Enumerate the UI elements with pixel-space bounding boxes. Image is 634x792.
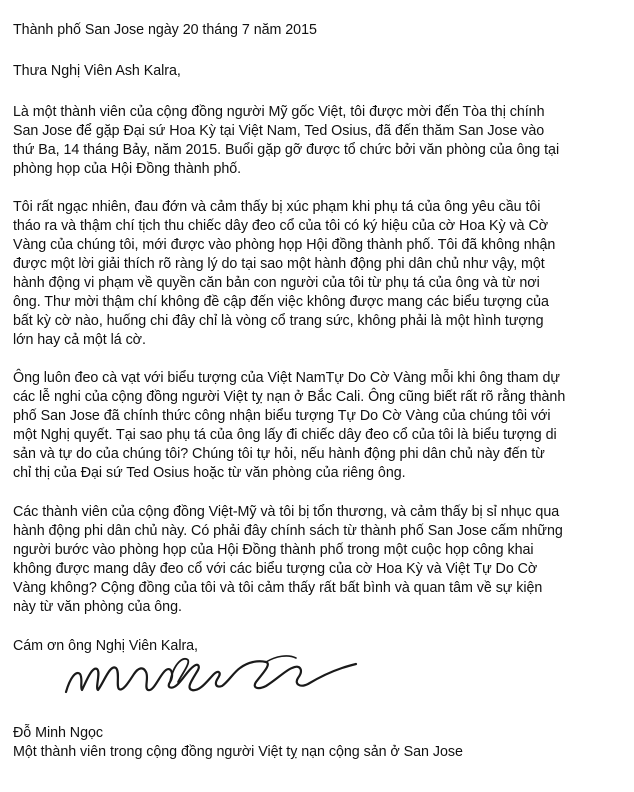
paragraph-line: phố San Jose đã chính thức công nhận biểu tượng Tự Do Cờ Vàng của chúng tôi với	[13, 408, 551, 424]
paragraph-line: không được mang dây đeo cổ với các biểu tượng của cờ Hoa Kỳ và Việt Tự Do Cờ	[13, 561, 538, 577]
signer-name: Đỗ Minh Ngọc	[13, 725, 103, 741]
paragraph-line: tháo ra và thậm chí tịch thu chiếc dây đeo cổ của tôi có ký hiệu của cờ Hoa Kỳ và Cờ	[13, 218, 549, 234]
paragraph-line: các lễ nghi của cộng đồng người Việt tỵ nạn ở Bắc Cali. Ông cũng biết rất rõ rằng thành	[13, 389, 566, 405]
paragraph-line: Ông luôn đeo cà vạt với biểu tượng của Việt NamTự Do Cờ Vàng mỗi khi ông tham dự	[13, 370, 560, 386]
handwritten-signature	[62, 652, 362, 704]
paragraph-line: San Jose để gặp Đại sứ Hoa Kỳ tại Việt Nam, Ted Osius, đã đến thăm San Jose vào	[13, 123, 545, 139]
paragraph-line: thứ Ba, 14 tháng Bảy, năm 2015. Buổi gặp gỡ được tổ chức bởi văn phòng của ông tại	[13, 142, 560, 158]
paragraph-line: này từ văn phòng của ông.	[13, 599, 182, 615]
salutation: Thưa Nghị Viên Ash Kalra,	[13, 63, 181, 79]
paragraph-line: Vàng không? Cộng đồng của tôi và tôi cảm thấy rất bất bình và quan tâm về sự kiện	[13, 580, 543, 596]
paragraph-line: ông. Thư mời thậm chí không đề cập đến việc không được mang các biểu tượng của	[13, 294, 549, 310]
paragraph-line: Vàng của chúng tôi, mới được vào phòng họp Hội đồng thành phố. Tôi đã không nhận	[13, 237, 556, 253]
signer-title: Một thành viên trong cộng đồng người Việt tỵ nạn cộng sản ở San Jose	[13, 744, 463, 760]
paragraph-line: được một lời giải thích rõ ràng lý do tại sao một hành động phi dân chủ như vậy, một	[13, 256, 545, 272]
paragraph-line: bất kỳ cờ nào, huống chi đây chỉ là vòng cổ trang sức, không phải là một hình tượng	[13, 313, 544, 329]
paragraph-line: Là một thành viên của cộng đồng người Mỹ gốc Việt, tôi được mời đến Tòa thị chính	[13, 104, 545, 120]
date-line: Thành phố San Jose ngày 20 tháng 7 năm 2015	[13, 22, 317, 38]
paragraph-line: Các thành viên của cộng đồng Việt-Mỹ và tôi bị tổn thương, và cảm thấy bị sỉ nhục qua	[13, 504, 560, 520]
paragraph-line: một Nghị quyết. Tại sao phụ tá của ông lấy đi chiếc dây đeo cổ của tôi là biểu tượng di	[13, 427, 557, 443]
paragraph-line: chỉ thị của Đại sứ Ted Osius hoặc từ văn phòng của riêng ông.	[13, 465, 406, 481]
paragraph-line: người bước vào phòng họp của Hội Đồng thành phố trong một cuộc họp công khai	[13, 542, 534, 558]
paragraph-line: Tôi rất ngạc nhiên, đau đớn và cảm thấy bị xúc phạm khi phụ tá của ông yêu cầu tôi	[13, 199, 541, 215]
paragraph-line: lớn hay cả một lá cờ.	[13, 332, 146, 348]
paragraph-line: sản và tự do của chúng tôi? Chúng tôi tự hỏi, nếu hành động phi dân chủ này đến từ	[13, 446, 545, 462]
paragraph-line: phòng họp của Hội Đồng thành phố.	[13, 161, 242, 177]
paragraph-line: hành động phi dân chủ này. Có phải đây chính sách từ thành phố San Jose cấm những	[13, 523, 563, 539]
closing-line: Cám ơn ông Nghị Viên Kalra,	[13, 638, 198, 654]
paragraph-line: hành động vi phạm về quyền căn bản con người của tôi từ phụ tá của ông và từ nơi	[13, 275, 540, 291]
